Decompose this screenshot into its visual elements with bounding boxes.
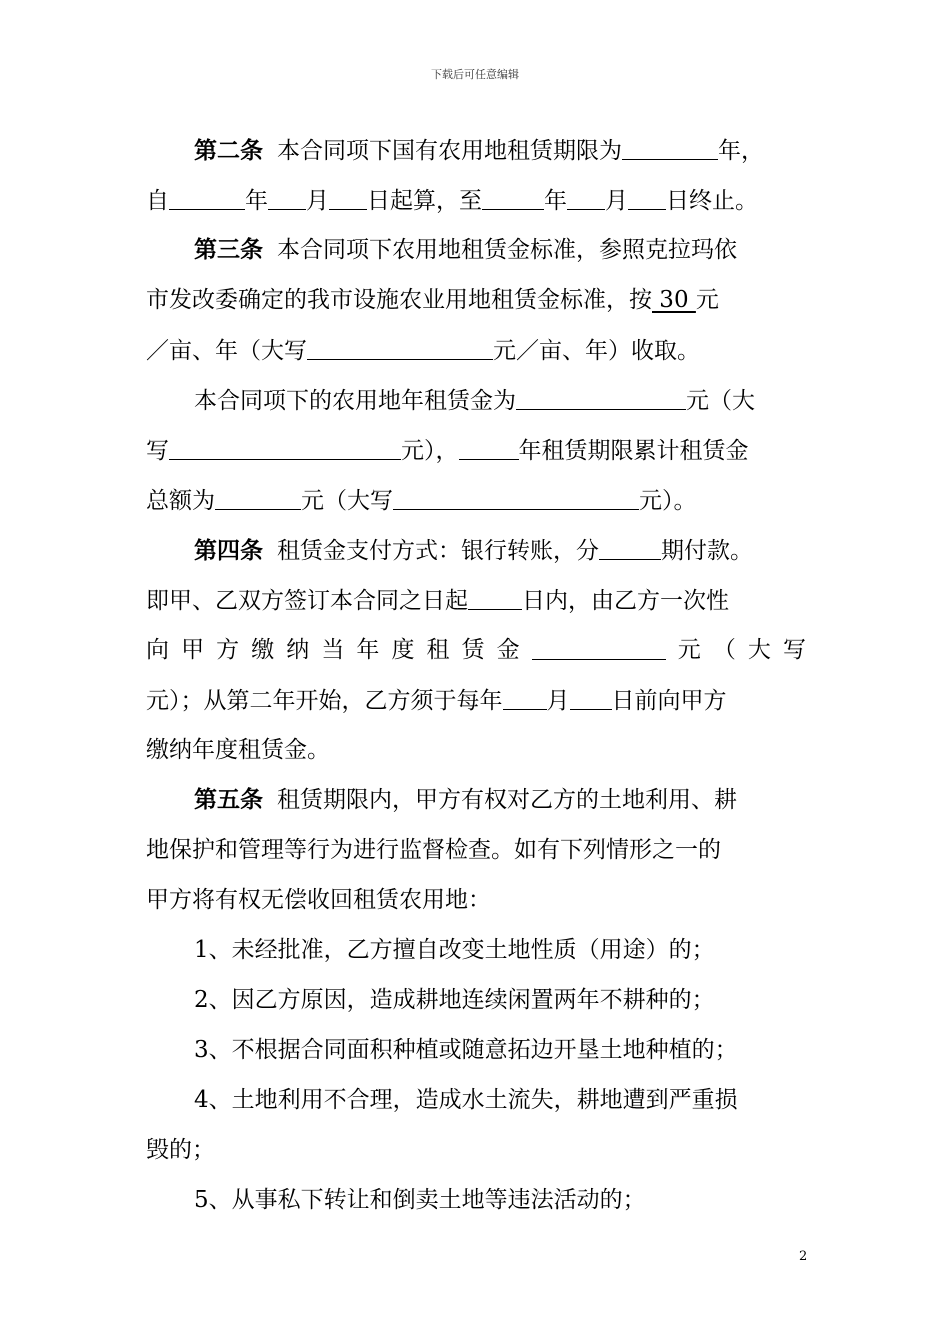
first-year-rent-blank	[532, 635, 666, 660]
list-item-1: 1、未经批准，乙方擅自改变土地性质（用途）的；	[194, 937, 715, 963]
rent-line-1	[194, 383, 806, 417]
text: 年	[245, 188, 268, 214]
char: 赁	[461, 637, 485, 663]
text: 自	[146, 188, 169, 214]
article-3-label: 第三条	[194, 236, 263, 263]
article-5-line-2	[146, 833, 806, 867]
total-rent-uppercase-blank	[393, 485, 639, 510]
term-years-blank	[622, 135, 718, 160]
char: 缴	[251, 637, 275, 663]
article-5-line-1	[194, 783, 806, 817]
article-2-line-1	[194, 133, 806, 167]
annual-day-blank	[570, 685, 612, 710]
text: 元（大	[686, 388, 755, 414]
text: 日前向甲方	[611, 688, 727, 714]
page-number: 2	[799, 1249, 808, 1264]
char: 金	[496, 637, 520, 663]
article-3-text: 本合同项下农用地租赁金标准，参照克拉玛依	[277, 237, 737, 263]
annual-month-blank	[503, 685, 547, 710]
lease-years-blank	[459, 435, 519, 460]
total-rent-blank	[215, 485, 301, 510]
text: 市发改委确定的我市设施农业用地租赁金标准，按	[146, 287, 652, 313]
start-year-blank	[169, 185, 245, 210]
article-4-line-3	[146, 633, 806, 667]
rate-uppercase-blank	[307, 335, 493, 360]
installments-blank	[599, 535, 661, 560]
text: 总额为	[146, 488, 215, 514]
article-4-line-5	[146, 733, 806, 767]
article-2-text: 本合同项下国有农用地租赁期限为	[277, 138, 622, 164]
text: 年租赁期限累计租赁金	[518, 438, 749, 464]
payment-days-blank	[468, 585, 522, 610]
text: 元／亩、年）收取。	[493, 338, 700, 364]
start-month-blank	[268, 185, 306, 210]
text: 甲方将有权无偿收回租赁农用地：	[146, 887, 491, 913]
char: 甲	[181, 637, 205, 663]
article-3-line-2	[146, 283, 806, 317]
text: 月	[546, 688, 570, 714]
char: 向	[146, 637, 169, 663]
text: 日内，由乙方一次性	[522, 588, 729, 614]
char: 写	[782, 637, 806, 663]
text: 元（大写	[301, 488, 393, 514]
article-3-line-1	[194, 233, 806, 267]
char: 方	[216, 637, 240, 663]
text: 期付款。	[661, 538, 753, 564]
rent-line-3	[146, 483, 806, 517]
text: 即甲、乙双方签订本合同之日起	[146, 588, 468, 614]
text: 租赁期限内，甲方有权对乙方的土地利用、耕	[277, 787, 737, 813]
text: 元），	[401, 438, 459, 464]
page-header: 下载后可任意编辑	[431, 68, 519, 81]
list-item-2: 2、因乙方原因，造成耕地连续闲置两年不耕种的；	[194, 987, 715, 1013]
text: 地保护和管理等行为进行监督检查。如有下列情形之一的	[146, 837, 721, 863]
rate-value: 30	[652, 287, 696, 313]
char: 元	[677, 637, 701, 663]
text: 元	[695, 287, 719, 313]
article-2-text-end: 年，	[718, 138, 764, 164]
text: 缴纳年度租赁金。	[146, 737, 330, 763]
text: 年	[544, 188, 567, 214]
char: （	[712, 637, 736, 663]
end-day-blank	[628, 185, 666, 210]
article-2-line-2	[146, 183, 806, 217]
article-3-line-3	[146, 333, 806, 367]
text: 月	[306, 188, 329, 214]
article-4-line-4	[146, 683, 806, 717]
article-2-label: 第二条	[194, 137, 263, 164]
end-month-blank	[567, 185, 605, 210]
start-day-blank	[329, 185, 367, 210]
end-year-blank	[482, 185, 544, 210]
rent-line-2	[146, 433, 806, 467]
list-item-3: 3、不根据合同面积种植或随意拓边开垦土地种植的；	[194, 1037, 738, 1063]
list-item-4-continuation: 毁的；	[146, 1137, 215, 1163]
char: 年	[356, 637, 380, 663]
text: 写	[146, 438, 169, 464]
char: 租	[426, 637, 450, 663]
text: 租赁金支付方式：银行转账，分	[277, 538, 599, 564]
text: 日终止。	[666, 188, 758, 214]
list-item-4: 4、土地利用不合理，造成水土流失，耕地遭到严重损	[194, 1087, 738, 1113]
char: 度	[391, 637, 415, 663]
annual-rent-uppercase-blank	[169, 435, 401, 460]
text: 月	[605, 188, 628, 214]
article-5-label: 第五条	[194, 786, 263, 813]
text: 日起算，至	[367, 188, 482, 214]
list-item-5: 5、从事私下转让和倒卖土地等违法活动的；	[194, 1187, 646, 1213]
text: 元）；从第二年开始，乙方须于每年	[146, 688, 503, 714]
text: 本合同项下的农用地年租赁金为	[194, 388, 516, 414]
article-5-line-3	[146, 883, 806, 917]
char: 大	[747, 637, 771, 663]
char: 纳	[286, 637, 310, 663]
text: ／亩、年（大写	[146, 338, 307, 364]
annual-rent-blank	[516, 385, 686, 410]
text: 元）。	[639, 488, 697, 514]
article-4-label: 第四条	[194, 537, 263, 564]
article-4-line-1	[194, 533, 806, 567]
char: 当	[321, 637, 345, 663]
article-4-line-2	[146, 583, 806, 617]
